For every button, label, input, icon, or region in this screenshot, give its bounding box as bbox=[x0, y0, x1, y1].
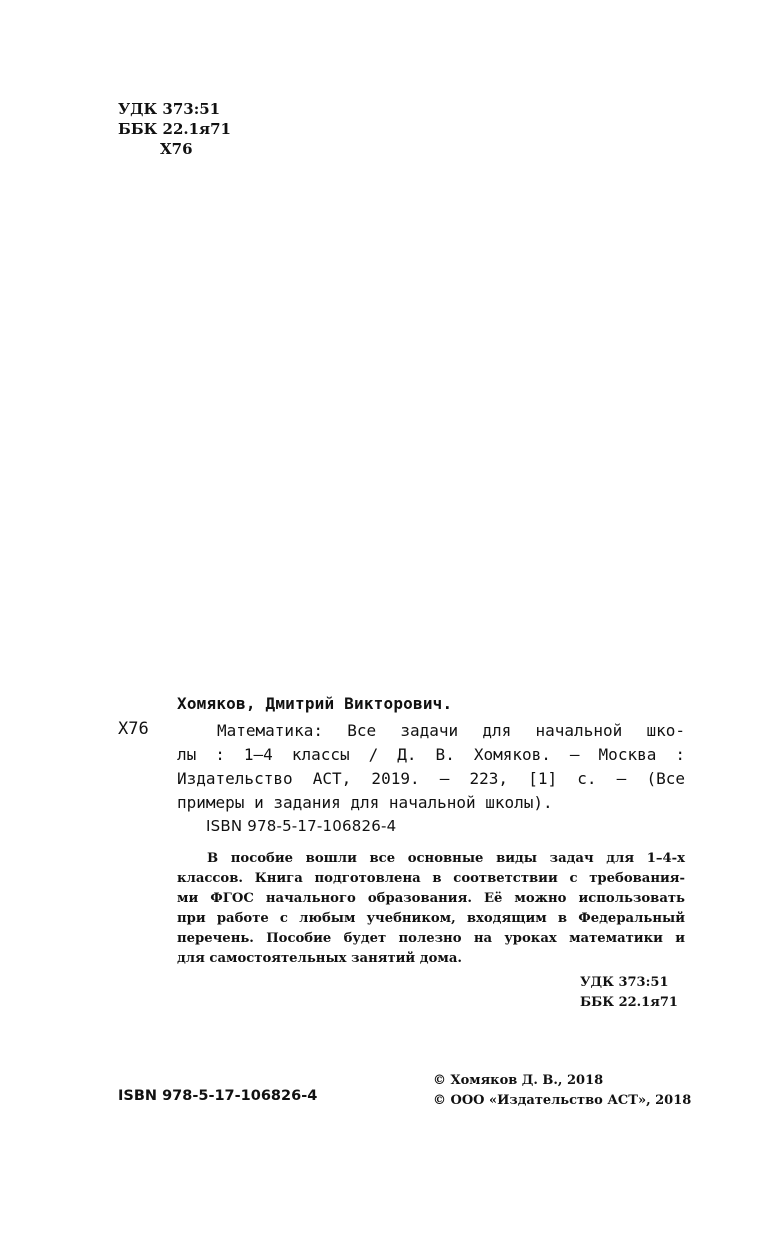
copyright-block bbox=[433, 1071, 691, 1111]
udk-code: УДК 373:51 bbox=[580, 975, 669, 990]
bbk-code: ББК 22.1я71 bbox=[118, 120, 231, 138]
copyright-publisher: © ООО «Издательство АСТ», 2018 bbox=[433, 1093, 692, 1108]
catalog-description bbox=[177, 719, 685, 815]
abstract-line: В пособие вошли все основные виды задач для 1–4-х bbox=[207, 851, 685, 866]
abstract-line: перечень. Пособие будет полезно на уроках математики и bbox=[177, 931, 685, 946]
abstract-line: при работе с любым учебником, входящим в Федеральный bbox=[177, 911, 685, 926]
classification-codes-top bbox=[118, 99, 231, 159]
copyright-author: © Хомяков Д. В., 2018 bbox=[433, 1073, 604, 1088]
catalog-isbn: ISBN 978-5-17-106826-4 bbox=[206, 817, 397, 835]
bbk-code: ББК 22.1я71 bbox=[580, 995, 678, 1010]
catalog-author-sign: Х76 bbox=[118, 719, 149, 739]
abstract-line: ми ФГОС начального образования. Её можно использовать bbox=[177, 891, 685, 906]
catalog-author: Хомяков, Дмитрий Викторович. bbox=[177, 694, 453, 713]
description-line: Издательство АСТ, 2019. — 223, [1] с. — (Все bbox=[177, 769, 685, 788]
abstract-line: классов. Книга подготовлена в соответствии с требования- bbox=[177, 871, 685, 886]
footer-isbn: ISBN 978-5-17-106826-4 bbox=[118, 1088, 318, 1104]
description-line: лы : 1–4 классы / Д. В. Хомяков. — Москва : bbox=[177, 745, 685, 764]
description-line: примеры и задания для начальной школы). bbox=[177, 793, 553, 812]
classification-codes-card bbox=[580, 973, 678, 1013]
udk-code: УДК 373:51 bbox=[118, 100, 221, 118]
book-abstract bbox=[177, 849, 685, 969]
abstract-line: для самостоятельных занятий дома. bbox=[177, 951, 462, 966]
description-line: Математика: Все задачи для начальной шко- bbox=[217, 721, 685, 740]
author-sign: Х76 bbox=[160, 140, 193, 158]
